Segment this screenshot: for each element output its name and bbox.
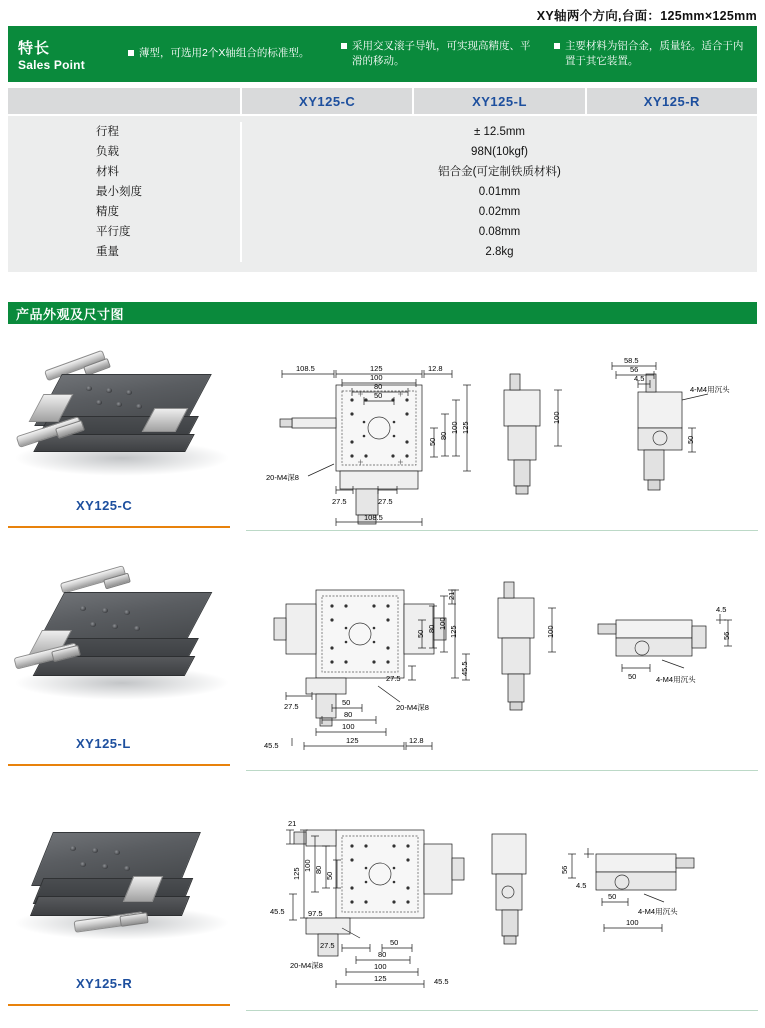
svg-text:50: 50	[342, 698, 351, 707]
svg-text:80: 80	[378, 950, 387, 959]
sales-point-item	[544, 39, 757, 69]
svg-text:125: 125	[370, 364, 383, 373]
sales-point-text: 薄型，可选用2个X轴组合的标准型。	[139, 47, 310, 60]
svg-text:4-M4用沉头: 4-M4用沉头	[690, 385, 730, 394]
stage-base-plate	[30, 896, 190, 916]
svg-text:45.5: 45.5	[270, 907, 285, 916]
photo-composite	[8, 548, 236, 698]
drawing-svg-c	[246, 330, 757, 540]
svg-text:4-M4用沉头: 4-M4用沉头	[656, 675, 696, 684]
svg-text:97.5: 97.5	[308, 909, 323, 918]
spec-row-name: 材料	[96, 166, 119, 178]
svg-text:50: 50	[608, 892, 617, 901]
sales-point-list	[118, 26, 757, 82]
product-caption: XY125-L	[76, 736, 131, 751]
svg-text:56: 56	[560, 865, 569, 874]
photo-composite	[8, 330, 236, 480]
square-bullet-icon	[554, 43, 560, 49]
spec-row-name: 平行度	[96, 226, 131, 238]
spec-row-value: 98N(10kgf)	[471, 146, 528, 158]
svg-text:45.5: 45.5	[264, 741, 279, 750]
svg-text:50: 50	[416, 629, 425, 638]
svg-text:100: 100	[370, 373, 383, 382]
svg-text:21: 21	[447, 591, 456, 600]
spec-column-header: XY125-L	[412, 88, 584, 114]
product-photo-l	[8, 548, 238, 778]
svg-text:125: 125	[449, 625, 458, 638]
svg-text:27.5: 27.5	[284, 702, 299, 711]
divider-orange	[8, 764, 230, 766]
svg-text:58.5: 58.5	[624, 356, 639, 365]
svg-text:27.5: 27.5	[332, 497, 347, 506]
spec-column-header: XY125-C	[240, 88, 412, 114]
spec-row-names	[8, 122, 240, 262]
square-bullet-icon	[341, 43, 347, 49]
photo-composite	[8, 788, 236, 938]
sales-point-label	[8, 26, 118, 82]
svg-text:12.8: 12.8	[409, 736, 424, 745]
sales-point-label-en: Sales Point	[18, 57, 85, 72]
section-header: 产品外观及尺寸图	[8, 302, 757, 324]
sales-point-label-cn: 特长	[18, 39, 51, 57]
spec-row-value: 0.01mm	[478, 186, 521, 198]
spec-row-value: ± 12.5mm	[473, 126, 526, 138]
product-caption: XY125-C	[76, 498, 133, 513]
svg-text:100: 100	[342, 722, 355, 731]
technical-drawing-r	[246, 788, 757, 1018]
page-title: XY轴两个方向,台面：125mm×125mm	[536, 9, 757, 23]
svg-text:56: 56	[722, 631, 731, 640]
svg-text:125: 125	[292, 867, 301, 880]
svg-text:50: 50	[390, 938, 399, 947]
svg-text:100: 100	[374, 962, 387, 971]
spec-table	[8, 88, 757, 272]
svg-text:50: 50	[428, 437, 437, 446]
svg-text:125: 125	[346, 736, 359, 745]
spec-row-name: 最小刻度	[96, 186, 142, 198]
technical-drawing-l	[246, 548, 757, 778]
spec-column-header: XY125-R	[585, 88, 757, 114]
svg-text:56: 56	[630, 365, 639, 374]
product-row-c	[8, 330, 757, 540]
spec-row-value: 0.08mm	[478, 226, 521, 238]
svg-text:45.5: 45.5	[460, 661, 469, 676]
spec-row-values	[240, 122, 757, 262]
spec-row-name: 行程	[96, 126, 119, 138]
product-row-l	[8, 548, 757, 778]
drawing-svg-r	[246, 788, 757, 1018]
divider-orange	[8, 526, 230, 528]
spec-row-name: 精度	[96, 206, 119, 218]
svg-text:4.5: 4.5	[634, 374, 645, 383]
svg-text:80: 80	[427, 624, 436, 633]
svg-text:45.5: 45.5	[434, 977, 449, 986]
svg-text:12.8: 12.8	[428, 364, 443, 373]
svg-text:80: 80	[344, 710, 353, 719]
svg-text:125: 125	[374, 974, 387, 983]
sales-point-item	[331, 39, 544, 69]
svg-text:100: 100	[303, 859, 312, 872]
svg-text:100: 100	[546, 625, 555, 638]
svg-text:100: 100	[626, 918, 639, 927]
svg-text:27.5: 27.5	[320, 941, 335, 950]
product-caption: XY125-R	[76, 976, 133, 991]
svg-text:80: 80	[439, 431, 448, 440]
svg-text:27.5: 27.5	[386, 674, 401, 683]
spec-table-body	[8, 116, 757, 272]
svg-text:20-M4深8: 20-M4深8	[290, 961, 323, 970]
svg-text:100: 100	[552, 411, 561, 424]
svg-text:50: 50	[686, 435, 695, 444]
sales-point-text: 采用交叉滚子导轨，可实现高精度、平滑的移动。	[351, 39, 531, 67]
spec-table-header	[8, 88, 757, 114]
svg-text:100: 100	[450, 421, 459, 434]
svg-text:80: 80	[374, 382, 383, 391]
product-photo-r	[8, 788, 238, 1018]
svg-text:20-M4深8: 20-M4深8	[396, 703, 429, 712]
svg-text:4-M4用沉头: 4-M4用沉头	[638, 907, 678, 916]
spec-row-value: 2.8kg	[485, 246, 514, 258]
svg-text:108.5: 108.5	[364, 513, 383, 522]
spec-row-name: 负载	[96, 146, 119, 158]
sales-point-band	[8, 26, 757, 82]
svg-text:27.5: 27.5	[378, 497, 393, 506]
spec-row-name: 重量	[96, 246, 119, 258]
spec-row-value: 铝合金(可定制铁质材料)	[438, 166, 561, 178]
svg-text:4.5: 4.5	[716, 605, 727, 614]
svg-text:108.5: 108.5	[296, 364, 315, 373]
technical-drawing-c	[246, 330, 757, 540]
product-photo-c	[8, 330, 238, 540]
svg-text:50: 50	[628, 672, 637, 681]
svg-text:21: 21	[288, 819, 297, 828]
drawing-svg-l	[246, 548, 757, 778]
spec-header-blank	[8, 88, 240, 114]
svg-text:80: 80	[314, 865, 323, 874]
svg-text:125: 125	[461, 421, 470, 434]
svg-text:100: 100	[438, 617, 447, 630]
svg-text:50: 50	[325, 871, 334, 880]
svg-text:20-M4深8: 20-M4深8	[266, 473, 299, 482]
spec-row-value: 0.02mm	[478, 206, 521, 218]
sales-point-item	[118, 46, 331, 61]
square-bullet-icon	[128, 50, 134, 56]
svg-text:50: 50	[374, 391, 383, 400]
divider-orange	[8, 1004, 230, 1006]
product-row-r	[8, 788, 757, 1018]
svg-text:4.5: 4.5	[576, 881, 587, 890]
sales-point-text: 主要材料为铝合金，质量轻。适合于内置于其它装置。	[564, 39, 744, 67]
